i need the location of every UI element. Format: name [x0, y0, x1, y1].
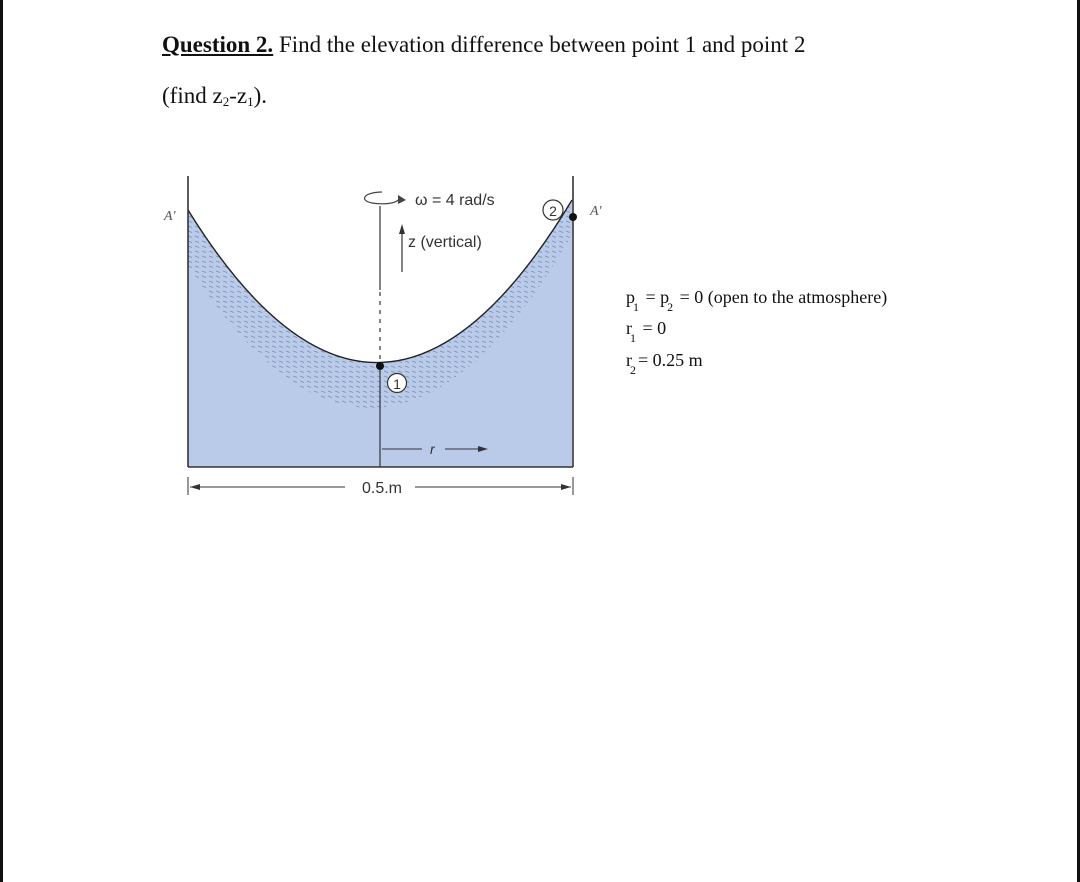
- r1-value: = 0: [638, 318, 667, 338]
- z2-subscript: 2: [222, 94, 230, 109]
- p2-symbol: p: [660, 287, 670, 307]
- p2-subscript: 2: [667, 300, 674, 314]
- rotation-arrowhead: [398, 195, 406, 204]
- rotation-arrow: [365, 192, 398, 204]
- rotating-tank-figure: [160, 170, 620, 510]
- p1-subscript: 1: [633, 300, 639, 314]
- question-dash: -: [229, 83, 237, 108]
- question-line2-prefix: (find: [162, 83, 213, 108]
- width-dimension-arrow-right: [561, 484, 571, 490]
- given-r1: [626, 318, 667, 345]
- point1-marker: [376, 362, 384, 370]
- z-axis-arrowhead: [399, 224, 405, 234]
- z-axis-label: z (vertical): [408, 234, 482, 251]
- point2-label: 2: [549, 203, 557, 219]
- z2-symbol: z: [212, 83, 223, 108]
- r2-symbol: r: [626, 350, 632, 370]
- r2-value: = 0.25 m: [638, 350, 703, 370]
- point2-marker: [569, 213, 577, 221]
- given-pressure: [626, 287, 888, 314]
- omega-label: ω = 4 rad/s: [415, 192, 495, 209]
- pressure-eq-sign: =: [641, 287, 661, 307]
- given-r2: [626, 350, 703, 377]
- r2-subscript: 2: [630, 363, 636, 377]
- question-line2-suffix: ).: [253, 83, 267, 108]
- point1-label: 1: [393, 376, 401, 392]
- r-label: r: [430, 441, 435, 457]
- question-text: Find the elevation difference between point 1 and point 2: [278, 32, 806, 57]
- question-line-1: [162, 32, 805, 58]
- question-line-2: [162, 83, 267, 110]
- section-label-right: A': [590, 204, 602, 219]
- z1-symbol: z: [236, 83, 248, 108]
- p1-symbol: p: [626, 287, 635, 307]
- width-dimension-label: 0.5.m: [361, 480, 403, 497]
- r1-subscript: 1: [630, 331, 636, 345]
- question-label: Question 2.: [162, 32, 274, 57]
- z1-subscript: 1: [247, 94, 254, 109]
- section-label-left: A': [164, 209, 176, 224]
- pressure-rhs: = 0 (open to the atmosphere): [675, 287, 888, 307]
- r1-symbol: r: [626, 318, 632, 338]
